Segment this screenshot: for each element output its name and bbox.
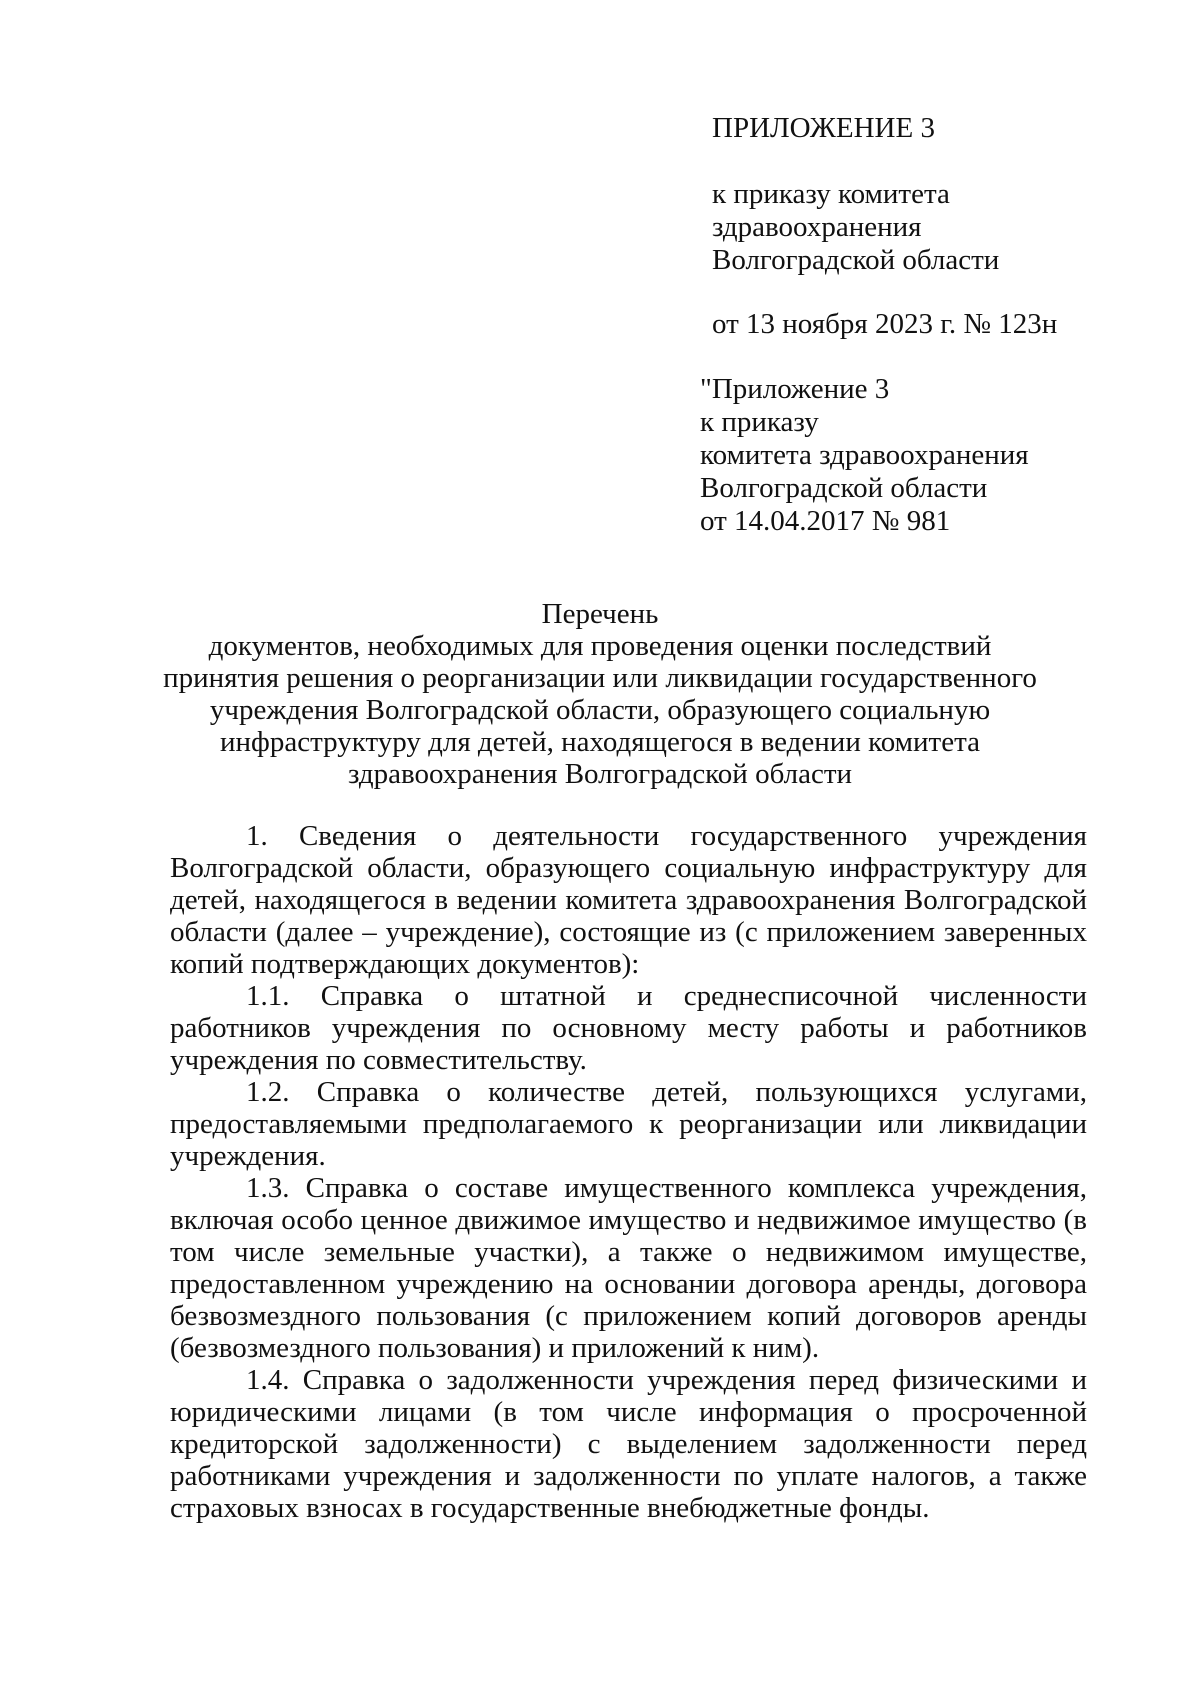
annex-header: [712, 112, 1057, 341]
order-reference: [712, 178, 1057, 277]
order-ref-line: Волгоградской области: [712, 244, 1000, 276]
quoted-annex-line: комитета здравоохранения: [700, 439, 1029, 471]
quoted-annex-line: Волгоградской области: [700, 472, 988, 504]
title-line: учреждения Волгоградской области, образующего социальную: [209, 694, 991, 726]
title-line: здравоохранения Волгоградской области: [347, 758, 853, 790]
quoted-annex-line: от 14.04.2017 № 981: [700, 505, 951, 537]
annex-title: ПРИЛОЖЕНИЕ 3: [712, 112, 935, 144]
paragraph-1-1: 1.1. Справка о штатной и среднесписочной численности работников учреждения по основному месту работы и работников учреждения по совместительству.: [170, 980, 1087, 1076]
quoted-annex-line: к приказу: [700, 406, 819, 438]
title-line: принятия решения о реорганизации или ликвидации государственного: [163, 662, 1037, 694]
quoted-annex-line: "Приложение 3: [700, 373, 890, 405]
order-ref-line: здравоохранения: [712, 211, 922, 243]
quoted-annex-reference: [700, 373, 1029, 538]
document-body: [170, 820, 1087, 1524]
order-date: от 13 ноября 2023 г. № 123н: [712, 308, 1058, 340]
document-title: [140, 598, 1060, 790]
title-line: документов, необходимых для проведения оценки последствий: [208, 630, 992, 662]
paragraph-1-3: 1.3. Справка о составе имущественного комплекса учреждения, включая особо ценное движимое имущество и недвижимое имущество (в том числе земельные участки), а также о недвижимом имуществе, предоставленном учреждению на основании договора аренды, договора безвозмездного пользования (с приложением копий договоров аренды (безвозмездного пользования) и приложений к ним).: [170, 1172, 1087, 1364]
title-line: инфраструктуру для детей, находящегося в ведении комитета: [220, 726, 980, 758]
paragraph-1-2: 1.2. Справка о количестве детей, пользующихся услугами, предоставляемыми предполагаемого к реорганизации или ликвидации учреждения.: [170, 1076, 1087, 1172]
order-ref-line: к приказу комитета: [712, 178, 950, 210]
paragraph-1: 1. Сведения о деятельности государственного учреждения Волгоградской области, образующего социальную инфраструктуру для детей, находящегося в ведении комитета здравоохранения Волгоградской области (далее – учреждение), состоящие из (с приложением заверенных копий подтверждающих документов):: [170, 820, 1087, 980]
title-heading: Перечень: [541, 598, 659, 630]
paragraph-1-4: 1.4. Справка о задолженности учреждения перед физическими и юридическими лицами (в том числе информация о просроченной кредиторской задолженности) с выделением задолженности перед работниками учреждения и задолженности по уплате налогов, а также страховых взносах в государственные внебюджетные фонды.: [170, 1364, 1087, 1524]
